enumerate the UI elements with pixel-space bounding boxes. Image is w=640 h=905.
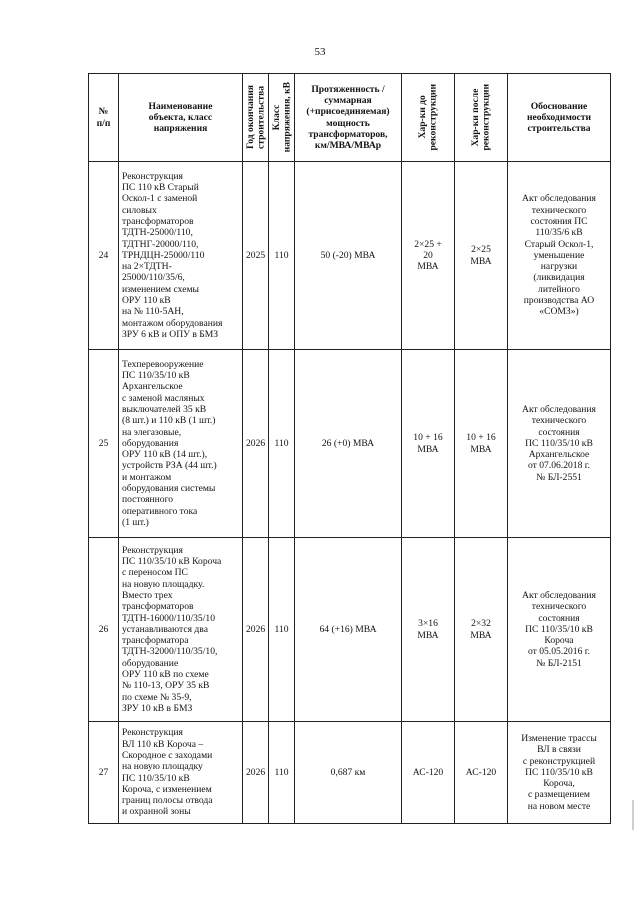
row-num: 26 [89, 538, 119, 722]
header-voltage: Класс напряжения, кВ [269, 74, 295, 162]
row-num: 27 [89, 722, 119, 824]
row-year: 2026 [243, 538, 269, 722]
row-justification: Акт обследования технического состояния ПС 110/35/10 кВ Короча от 05.05.2016 г. № БЛ-2151 [508, 538, 611, 722]
header-after: Хар-ки после реконструкции [455, 74, 508, 162]
row-object-name: Техперевооружение ПС 110/35/10 кВ Архангельское с заменой масляных выключателей 35 кВ (8 шт.) и 110 кВ (1 шт.) на элегазовые, оборудования ОРУ 110 кВ (14 шт.), устройств РЗА (44 шт.) и монтажом оборудования системы постоянного оперативного тока (1 шт.) [119, 350, 243, 538]
construction-table [88, 73, 611, 824]
table-row [89, 162, 611, 350]
row-after: 10 + 16 МВА [455, 350, 508, 538]
row-num: 24 [89, 162, 119, 350]
header-name: Наименование объекта, класс напряжения [119, 74, 243, 162]
row-justification: Акт обследования технического состояния ПС 110/35/10 кВ Архангельское от 07.06.2018 г. № БЛ-2551 [508, 350, 611, 538]
header-length: Протяженность / суммарная (+присоединяемая) мощность трансформаторов, км/МВА/МВАр [295, 74, 402, 162]
row-length: 26 (+0) МВА [295, 350, 402, 538]
row-before: 3×16 МВА [402, 538, 455, 722]
row-after: 2×32 МВА [455, 538, 508, 722]
row-year: 2026 [243, 722, 269, 824]
scan-edge-mark [632, 800, 634, 830]
row-before: 2×25 + 20 МВА [402, 162, 455, 350]
page-number: 53 [314, 46, 326, 58]
row-justification: Изменение трассы ВЛ в связи с реконструкцией ПС 110/35/10 кВ Короча, с размещением на новом месте [508, 722, 611, 824]
row-year: 2025 [243, 162, 269, 350]
row-voltage: 110 [269, 162, 295, 350]
row-before: АС-120 [402, 722, 455, 824]
row-year: 2026 [243, 350, 269, 538]
table-row [89, 722, 611, 824]
header-year: Год окончания строительства [243, 74, 269, 162]
row-justification: Акт обследования технического состояния ПС 110/35/6 кВ Старый Оскол-1, уменьшение нагрузки (ликвидация литейного производства АО «СОМЗ») [508, 162, 611, 350]
table-header-row [89, 74, 611, 162]
row-object-name: Реконструкция ПС 110 кВ Старый Оскол-1 с заменой силовых трансформаторов ТДТН-25000/110, ТДТНГ-20000/110, ТРНДЦН-25000/110 на 2×ТДТН- 25000/110/35/6, изменением схемы ОРУ 110 кВ на № 110-5АН, монтажом оборудования ЗРУ 6 кВ и ОПУ в БМЗ [119, 162, 243, 350]
table-row [89, 538, 611, 722]
header-justification: Обоснование необходимости строительства [508, 74, 611, 162]
header-before: Хар-ки до реконструкции [402, 74, 455, 162]
row-object-name: Реконструкция ВЛ 110 кВ Короча – Скородное с заходами на новую площадку ПС 110/35/10 кВ Короча, с изменением границ полосы отвода и охранной зоны [119, 722, 243, 824]
table-row [89, 350, 611, 538]
row-length: 64 (+16) МВА [295, 538, 402, 722]
row-after: 2×25 МВА [455, 162, 508, 350]
row-length: 0,687 км [295, 722, 402, 824]
row-after: АС-120 [455, 722, 508, 824]
row-object-name: Реконструкция ПС 110/35/10 кВ Короча с переносом ПС на новую площадку. Вместо трех трансформаторов ТДТН-16000/110/35/10 устанавливаются два трансформатора ТДТН-32000/110/35/10, оборудование ОРУ 110 кВ по схеме № 110-13, ОРУ 35 кВ по схеме № 35-9, ЗРУ 10 кВ в БМЗ [119, 538, 243, 722]
row-num: 25 [89, 350, 119, 538]
row-before: 10 + 16 МВА [402, 350, 455, 538]
row-voltage: 110 [269, 722, 295, 824]
row-voltage: 110 [269, 538, 295, 722]
row-voltage: 110 [269, 350, 295, 538]
row-length: 50 (-20) МВА [295, 162, 402, 350]
header-num: № п/п [89, 74, 119, 162]
